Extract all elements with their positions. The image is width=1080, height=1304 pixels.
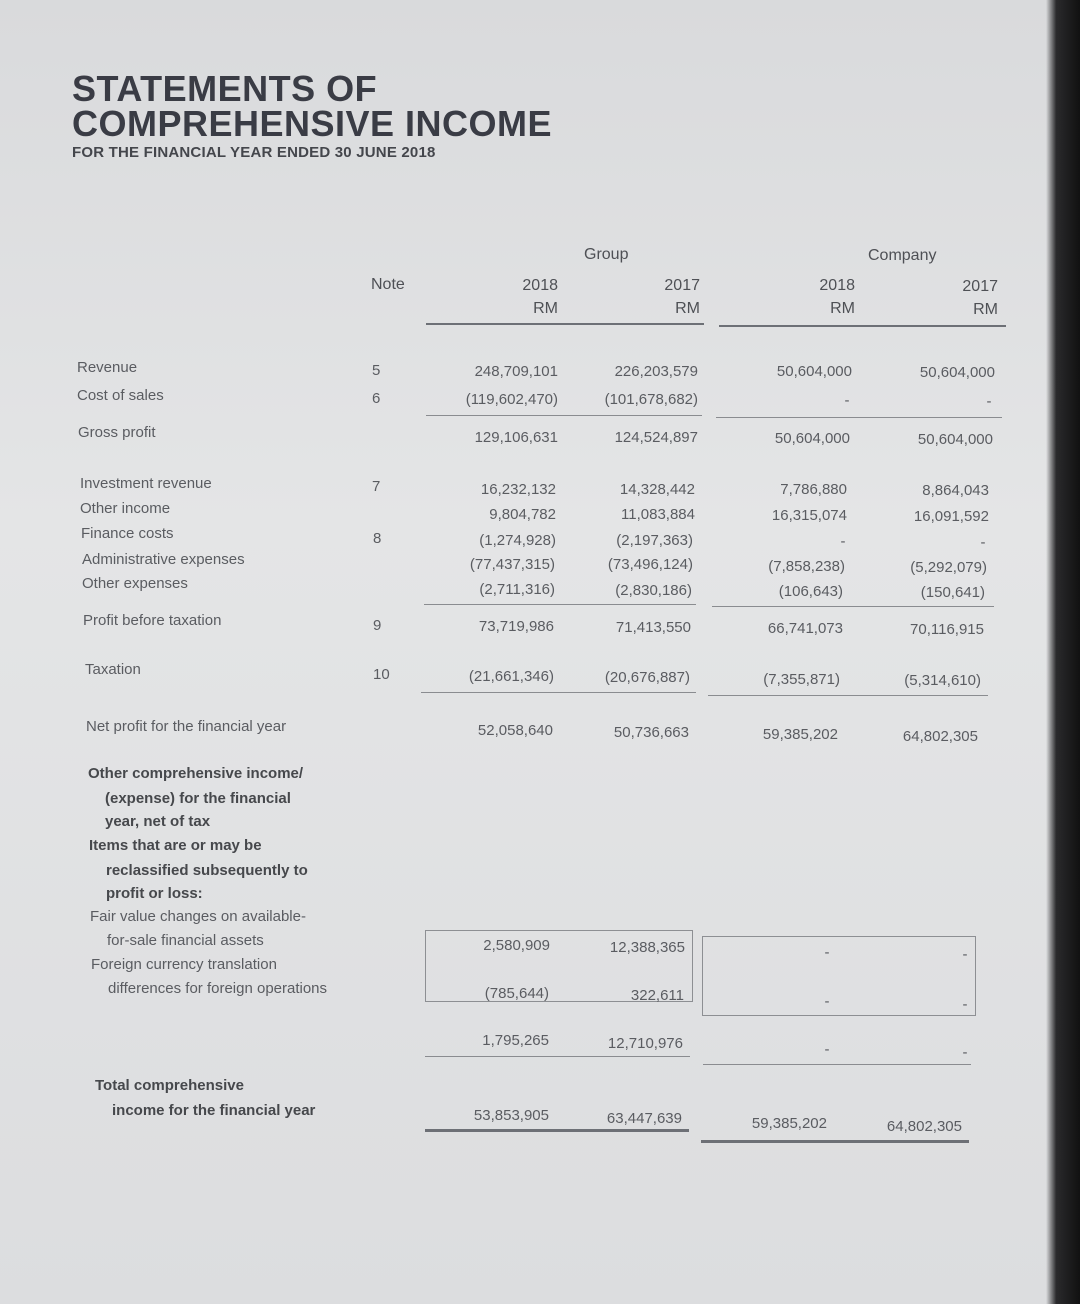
page-subtitle: FOR THE FINANCIAL YEAR ENDED 30 JUNE 2018: [72, 144, 436, 161]
gross-profit-rule-company: [716, 417, 1002, 418]
net-profit-company-2018: 59,385,202: [762, 726, 838, 743]
fx-group-2018: (785,644): [484, 985, 549, 1002]
fx-label-line1: Foreign currency translation: [91, 956, 277, 973]
admin-expenses-label: Administrative expenses: [82, 551, 245, 568]
gross-profit-company-2017: 50,604,000: [917, 431, 993, 448]
total-double-rule-company: [701, 1140, 969, 1143]
oci-heading-line2: (expense) for the financial: [105, 790, 291, 807]
taxation-company-2017: (5,314,610): [904, 672, 981, 689]
other-income-group-2017: 11,083,884: [621, 506, 695, 523]
net-profit-group-2018: 52,058,640: [477, 722, 553, 739]
taxation-group-2018: (21,661,346): [468, 668, 554, 685]
oci-subtotal-rule-group: [425, 1056, 690, 1057]
gross-profit-label: Gross profit: [78, 424, 156, 441]
fx-company-2017: -: [962, 996, 968, 1013]
profit-before-tax-note: 9: [373, 617, 382, 634]
fv-company-2017: -: [962, 946, 968, 963]
investment-revenue-group-2017: 14,328,442: [619, 481, 695, 498]
admin-expenses-company-2018: (7,858,238): [768, 558, 845, 575]
finance-costs-label: Finance costs: [81, 525, 174, 542]
group-header: Group: [584, 246, 629, 263]
other-expenses-group-2017: (2,830,186): [615, 582, 692, 599]
taxation-label: Taxation: [85, 661, 141, 678]
net-profit-group-2017: 50,736,663: [613, 724, 689, 741]
other-income-group-2018: 9,804,782: [489, 506, 556, 523]
net-profit-company-2017: 64,802,305: [902, 728, 978, 745]
revenue-company-2018: 50,604,000: [776, 363, 852, 380]
gross-profit-company-2018: 50,604,000: [774, 430, 850, 447]
oci-subtotal-rule-company: [703, 1064, 971, 1065]
oci-subtotal-company-2017: -: [962, 1044, 968, 1061]
fv-label-line2: for-sale financial assets: [107, 932, 264, 949]
admin-expenses-company-2017: (5,292,079): [910, 559, 987, 576]
total-company-2018: 59,385,202: [751, 1115, 827, 1132]
page-title-line2: COMPREHENSIVE INCOME: [72, 103, 553, 144]
gross-profit-group-2017: 124,524,897: [614, 429, 698, 446]
group-2017-year: 2017: [664, 277, 700, 294]
profit-before-tax-group-2017: 71,413,550: [615, 619, 691, 636]
cost-of-sales-group-2017: (101,678,682): [604, 391, 698, 408]
other-expenses-company-2017: (150,641): [920, 584, 985, 601]
revenue-note: 5: [372, 362, 381, 379]
total-double-rule-group: [425, 1129, 689, 1132]
group-header-rule: [426, 323, 704, 325]
other-expenses-company-2018: (106,643): [778, 583, 843, 600]
note-header: Note: [371, 276, 405, 293]
oci-subtotal-company-2018: -: [824, 1041, 830, 1058]
group-2018-currency: RM: [533, 300, 558, 317]
profit-before-tax-company-2017: 70,116,915: [910, 621, 984, 638]
cost-of-sales-note: 6: [372, 390, 381, 407]
other-expenses-group-2018: (2,711,316): [479, 581, 555, 598]
oci-items-line2: reclassified subsequently to: [106, 862, 308, 879]
company-2018-year: 2018: [819, 277, 855, 294]
investment-revenue-note: 7: [372, 478, 381, 495]
cost-of-sales-company-2017: -: [986, 393, 992, 410]
total-label-line2: income for the financial year: [112, 1102, 316, 1119]
gross-profit-group-2018: 129,106,631: [474, 429, 558, 446]
finance-costs-company-2017: -: [980, 534, 986, 551]
oci-subtotal-group-2018: 1,795,265: [482, 1032, 549, 1049]
profit-before-tax-company-2018: 66,741,073: [767, 620, 843, 637]
investment-revenue-group-2018: 16,232,132: [480, 481, 556, 498]
oci-items-line3: profit or loss:: [106, 885, 203, 902]
fx-company-2018: -: [824, 993, 830, 1010]
company-header-rule: [719, 325, 1006, 327]
admin-expenses-group-2017: (73,496,124): [607, 556, 693, 573]
taxation-group-2017: (20,676,887): [604, 669, 690, 686]
oci-items-line1: Items that are or may be: [89, 837, 262, 854]
investment-revenue-label: Investment revenue: [80, 475, 212, 492]
gross-profit-rule-group: [426, 415, 702, 416]
net-profit-rule-company: [708, 695, 988, 696]
finance-costs-note: 8: [373, 530, 382, 547]
total-company-2017: 64,802,305: [886, 1118, 962, 1135]
other-income-label: Other income: [80, 500, 171, 517]
fv-group-2018: 2,580,909: [483, 937, 550, 954]
fv-company-2018: -: [824, 944, 830, 961]
finance-costs-group-2018: (1,274,928): [479, 532, 556, 549]
fx-group-2017: 322,611: [630, 987, 684, 1004]
taxation-note: 10: [373, 666, 390, 683]
fv-label-line1: Fair value changes on available-: [90, 908, 306, 925]
screen-edge-shadow: [1046, 0, 1080, 1304]
company-header: Company: [868, 247, 937, 264]
net-profit-label: Net profit for the financial year: [86, 718, 287, 735]
oci-subtotal-group-2017: 12,710,976: [607, 1035, 683, 1052]
revenue-label: Revenue: [77, 359, 138, 376]
admin-expenses-group-2018: (77,437,315): [469, 556, 555, 573]
oci-heading-line3: year, net of tax: [105, 813, 211, 830]
other-income-company-2018: 16,315,074: [771, 507, 847, 524]
company-2018-currency: RM: [830, 300, 855, 317]
total-group-2017: 63,447,639: [606, 1110, 682, 1127]
fx-label-line2: differences for foreign operations: [108, 980, 328, 997]
cost-of-sales-label: Cost of sales: [77, 387, 164, 404]
cost-of-sales-group-2018: (119,602,470): [465, 391, 558, 408]
total-group-2018: 53,853,905: [473, 1107, 549, 1124]
page-title-line1: STATEMENTS OF: [72, 68, 378, 109]
investment-revenue-company-2018: 7,786,880: [780, 481, 847, 498]
revenue-group-2017: 226,203,579: [614, 363, 698, 380]
finance-costs-group-2017: (2,197,363): [616, 532, 693, 549]
fv-group-2017: 12,388,365: [609, 939, 685, 956]
company-2017-year: 2017: [962, 278, 998, 295]
net-profit-rule-group: [421, 692, 696, 693]
other-expenses-label: Other expenses: [82, 575, 188, 592]
profit-before-tax-label: Profit before taxation: [83, 612, 222, 629]
revenue-company-2017: 50,604,000: [919, 364, 995, 381]
investment-revenue-company-2017: 8,864,043: [922, 482, 989, 499]
group-2018-year: 2018: [522, 277, 558, 294]
profit-before-tax-group-2018: 73,719,986: [478, 618, 554, 635]
company-2017-currency: RM: [973, 301, 998, 318]
group-2017-currency: RM: [675, 300, 700, 317]
cost-of-sales-company-2018: -: [844, 392, 850, 409]
oci-company-box: [702, 936, 976, 1016]
other-income-company-2017: 16,091,592: [913, 508, 989, 525]
total-label-line1: Total comprehensive: [95, 1077, 244, 1094]
pbt-rule-group: [424, 604, 696, 605]
finance-costs-company-2018: -: [840, 533, 846, 550]
pbt-rule-company: [712, 606, 994, 607]
oci-heading-line1: Other comprehensive income/: [88, 765, 304, 782]
taxation-company-2018: (7,355,871): [763, 671, 840, 688]
revenue-group-2018: 248,709,101: [474, 363, 558, 380]
